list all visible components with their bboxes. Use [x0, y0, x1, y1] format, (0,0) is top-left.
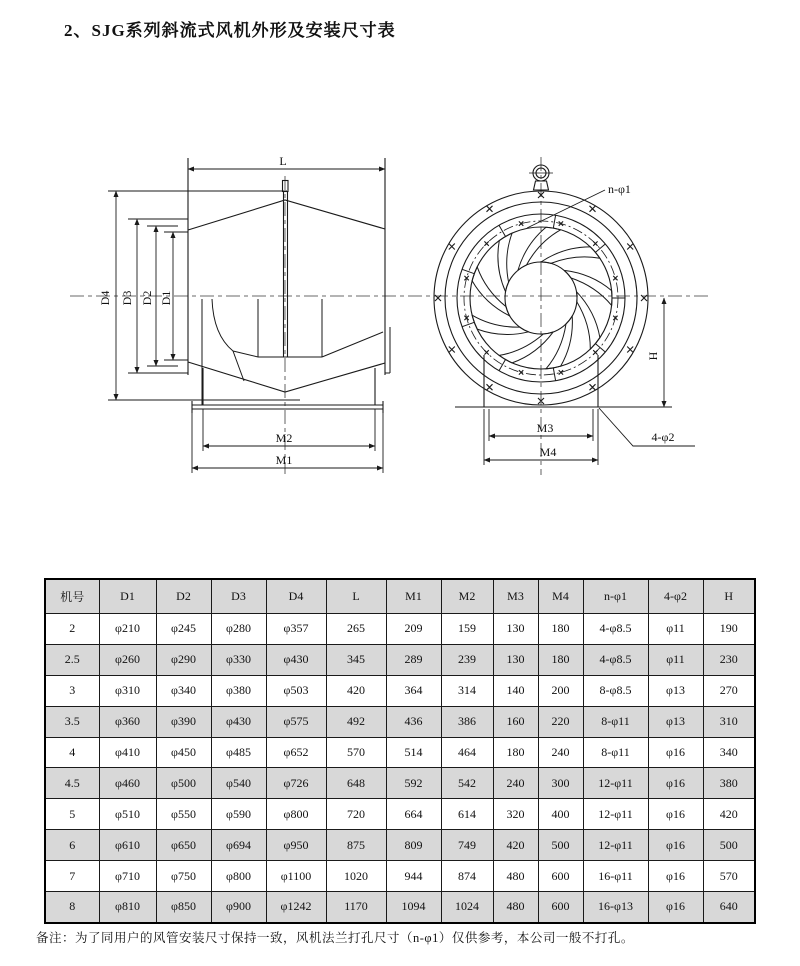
table-cell: 875 [326, 830, 386, 861]
table-cell: φ550 [156, 799, 211, 830]
table-cell: 648 [326, 768, 386, 799]
table-row [45, 675, 755, 706]
table-cell: 8-φ8.5 [583, 675, 648, 706]
table-row [45, 644, 755, 675]
table-cell: 4.5 [45, 768, 99, 799]
table-cell: 130 [493, 644, 538, 675]
table-cell: 240 [538, 737, 583, 768]
table-cell: φ900 [211, 892, 266, 923]
table-cell: φ500 [156, 768, 211, 799]
table-cell: φ245 [156, 614, 211, 645]
table-cell: 480 [493, 892, 538, 923]
table-cell: 8-φ11 [583, 706, 648, 737]
table-cell: φ390 [156, 706, 211, 737]
table-cell: φ503 [266, 675, 326, 706]
table-cell: 874 [441, 861, 493, 892]
table-cell: φ260 [99, 644, 156, 675]
table-cell: 16-φ13 [583, 892, 648, 923]
table-cell: 570 [703, 861, 755, 892]
table-cell: 5 [45, 799, 99, 830]
table-cell: 664 [386, 799, 441, 830]
table-row [45, 768, 755, 799]
table-cell: 265 [326, 614, 386, 645]
table-cell: 4-φ8.5 [583, 644, 648, 675]
table-row [45, 861, 755, 892]
table-cell: 2.5 [45, 644, 99, 675]
table-cell: 500 [703, 830, 755, 861]
engineering-drawing-svg [60, 148, 720, 485]
table-cell: φ360 [99, 706, 156, 737]
table-cell: φ16 [648, 768, 703, 799]
table-cell: 209 [386, 614, 441, 645]
table-cell: 6 [45, 830, 99, 861]
table-cell: 3.5 [45, 706, 99, 737]
table-cell: φ11 [648, 614, 703, 645]
table-cell: 1094 [386, 892, 441, 923]
table-cell: 592 [386, 768, 441, 799]
table-cell: 160 [493, 706, 538, 737]
table-cell: 4 [45, 737, 99, 768]
label-M3: M3 [536, 421, 554, 435]
table-cell: 270 [703, 675, 755, 706]
table-cell: 944 [386, 861, 441, 892]
impeller-blades [462, 215, 625, 380]
column-header: 4-φ2 [648, 579, 703, 614]
table-cell: 614 [441, 799, 493, 830]
side-view [188, 158, 390, 413]
table-cell: φ750 [156, 861, 211, 892]
side-view-dimensions [108, 169, 385, 473]
table-cell: 190 [703, 614, 755, 645]
front-view [434, 165, 672, 407]
label-n-phi1: n-φ1 [608, 182, 631, 196]
table-cell: φ460 [99, 768, 156, 799]
label-D3: D3 [120, 290, 134, 306]
table-cell: 640 [703, 892, 755, 923]
table-cell: 180 [493, 737, 538, 768]
table-cell: φ810 [99, 892, 156, 923]
dimension-table [44, 578, 756, 924]
table-cell: 12-φ11 [583, 799, 648, 830]
table-cell: 500 [538, 830, 583, 861]
table-cell: 314 [441, 675, 493, 706]
table-cell: 1024 [441, 892, 493, 923]
table-cell: φ16 [648, 799, 703, 830]
table-cell: 320 [493, 799, 538, 830]
table-cell: 809 [386, 830, 441, 861]
column-header: D4 [266, 579, 326, 614]
table-cell: φ710 [99, 861, 156, 892]
table-cell: 464 [441, 737, 493, 768]
table-cell: 749 [441, 830, 493, 861]
table-row [45, 614, 755, 645]
table-cell: 220 [538, 706, 583, 737]
table-cell: 180 [538, 644, 583, 675]
table-cell: 130 [493, 614, 538, 645]
table-cell: 542 [441, 768, 493, 799]
table-cell: 364 [386, 675, 441, 706]
table-cell: φ540 [211, 768, 266, 799]
mounting-feet [192, 368, 383, 413]
table-cell: φ800 [211, 861, 266, 892]
table-cell: 1020 [326, 861, 386, 892]
table-cell: 386 [441, 706, 493, 737]
table-cell: 8 [45, 892, 99, 923]
column-header: M3 [493, 579, 538, 614]
table-row [45, 737, 755, 768]
table-cell: 345 [326, 644, 386, 675]
table-cell: φ650 [156, 830, 211, 861]
label-D2: D2 [140, 290, 154, 306]
column-header: M1 [386, 579, 441, 614]
table-cell: 12-φ11 [583, 768, 648, 799]
table-cell: φ16 [648, 861, 703, 892]
table-cell: 492 [326, 706, 386, 737]
table-cell: 8-φ11 [583, 737, 648, 768]
table-cell: 4-φ8.5 [583, 614, 648, 645]
table-cell: 7 [45, 861, 99, 892]
table-cell: 200 [538, 675, 583, 706]
table-cell: φ1100 [266, 861, 326, 892]
table-cell: 159 [441, 614, 493, 645]
table-cell: 3 [45, 675, 99, 706]
table-cell: φ950 [266, 830, 326, 861]
table-cell: 436 [386, 706, 441, 737]
column-header: L [326, 579, 386, 614]
table-cell: φ726 [266, 768, 326, 799]
table-cell: 400 [538, 799, 583, 830]
table-cell: φ590 [211, 799, 266, 830]
table-cell: φ430 [266, 644, 326, 675]
table-cell: φ652 [266, 737, 326, 768]
column-header: M2 [441, 579, 493, 614]
table-cell: 16-φ11 [583, 861, 648, 892]
table-cell: φ410 [99, 737, 156, 768]
table-cell: φ430 [211, 706, 266, 737]
column-header: D3 [211, 579, 266, 614]
label-M4: M4 [539, 445, 557, 459]
column-header: D2 [156, 579, 211, 614]
label-M1: M1 [275, 453, 293, 467]
table-cell: φ694 [211, 830, 266, 861]
label-M2: M2 [275, 431, 293, 445]
table-cell: φ210 [99, 614, 156, 645]
table-cell: φ800 [266, 799, 326, 830]
table-row [45, 706, 755, 737]
table-cell: φ485 [211, 737, 266, 768]
table-cell: 300 [538, 768, 583, 799]
table-cell: φ510 [99, 799, 156, 830]
table-cell: φ13 [648, 706, 703, 737]
table-cell: φ16 [648, 830, 703, 861]
label-L: L [279, 154, 287, 168]
fan-dimension-drawing [60, 148, 720, 485]
table-cell: φ13 [648, 675, 703, 706]
table-cell: 420 [493, 830, 538, 861]
front-view-labels [537, 182, 675, 459]
table-cell: 230 [703, 644, 755, 675]
table-cell: 289 [386, 644, 441, 675]
table-cell: 720 [326, 799, 386, 830]
table-cell: φ16 [648, 892, 703, 923]
table-cell: 420 [703, 799, 755, 830]
column-header: H [703, 579, 755, 614]
table-cell: 140 [493, 675, 538, 706]
page-title: 2、SJG系列斜流式风机外形及安装尺寸表 [64, 21, 396, 40]
table-cell: 514 [386, 737, 441, 768]
table-cell: φ280 [211, 614, 266, 645]
table-cell: φ290 [156, 644, 211, 675]
footnote: 备注：为了同用户的风管安装尺寸保持一致，风机法兰打孔尺寸（n-φ1）仅供参考，本公司一般不打孔。 [36, 931, 634, 945]
table-cell: 240 [493, 768, 538, 799]
table-cell: 2 [45, 614, 99, 645]
table-cell: φ850 [156, 892, 211, 923]
column-header: n-φ1 [583, 579, 648, 614]
table-cell: 600 [538, 861, 583, 892]
table-cell: φ610 [99, 830, 156, 861]
table-cell: φ357 [266, 614, 326, 645]
table-row [45, 892, 755, 923]
table-cell: 310 [703, 706, 755, 737]
label-D4: D4 [98, 290, 112, 306]
table-cell: 380 [703, 768, 755, 799]
label-4-phi2: 4-φ2 [651, 430, 675, 444]
column-header: M4 [538, 579, 583, 614]
table-cell: 239 [441, 644, 493, 675]
column-header: D1 [99, 579, 156, 614]
table-cell: φ330 [211, 644, 266, 675]
column-header: 机号 [45, 579, 99, 614]
table-cell: φ310 [99, 675, 156, 706]
table-cell: φ1242 [266, 892, 326, 923]
table-cell: φ450 [156, 737, 211, 768]
table-header-row [45, 579, 755, 614]
table-cell: 12-φ11 [583, 830, 648, 861]
table-cell: 600 [538, 892, 583, 923]
side-view-labels [98, 154, 292, 467]
table-cell: 340 [703, 737, 755, 768]
table-cell: φ16 [648, 737, 703, 768]
table-cell: φ340 [156, 675, 211, 706]
table-row [45, 799, 755, 830]
label-D1: D1 [159, 290, 173, 306]
table-cell: φ380 [211, 675, 266, 706]
label-H: H [646, 351, 660, 361]
4-phi2-leader [599, 408, 695, 446]
table-cell: φ575 [266, 706, 326, 737]
table-cell: 480 [493, 861, 538, 892]
table-cell: 420 [326, 675, 386, 706]
dimension-table-body [45, 614, 755, 923]
table-cell: 1170 [326, 892, 386, 923]
table-cell: φ11 [648, 644, 703, 675]
table-cell: 180 [538, 614, 583, 645]
table-row [45, 830, 755, 861]
table-cell: 570 [326, 737, 386, 768]
